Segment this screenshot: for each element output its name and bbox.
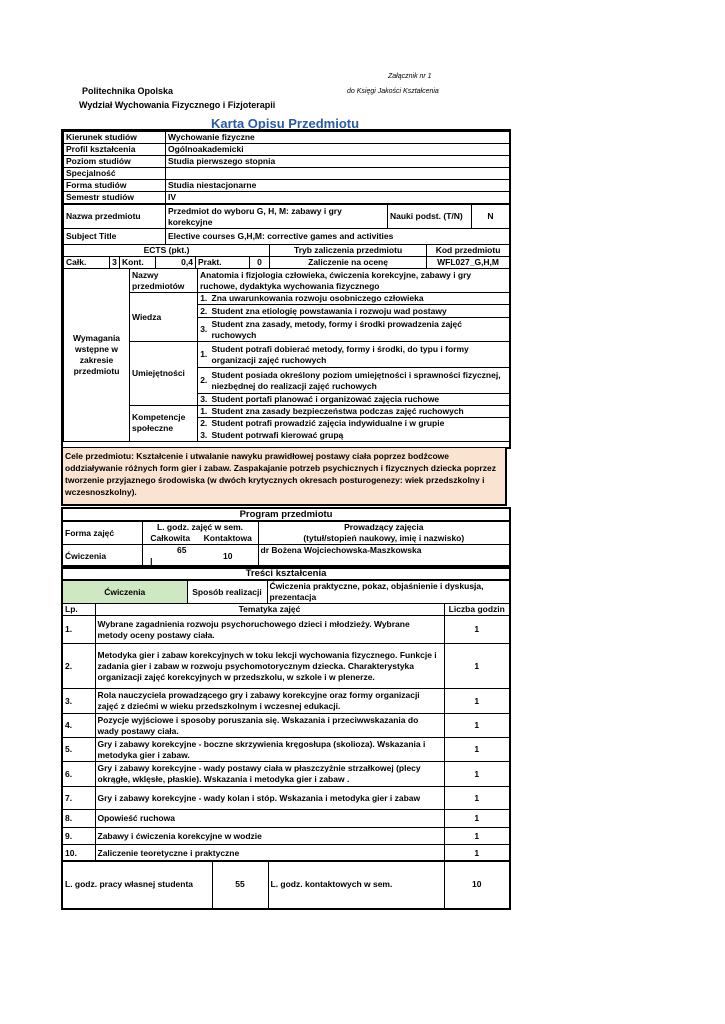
info-row-field: Kierunek studiów Wychowanie fizyczne [64, 132, 510, 144]
table-row: 3. Rola nauczyciela prowadzącego gry i zabawy korekcyjne oraz formy organizacji zajęć z dziećmi w wieku przedszkolnym i wczesnej edukacji. 1 [62, 689, 510, 714]
table-row: 2. Metodyka gier i zabaw korekcyjnych w toku lekcji wychowania fizycznego. Funkcje i zadania gier i zabaw w rozwoju psychomotorycznym dziecka. Charakterystyka organizacji zajęć korekcyjnych w przedszkolu, w szkole i w plenerze. 1 [62, 644, 510, 689]
code-value: WFL027_G,H,M [427, 257, 510, 269]
program-contact: 10 [198, 545, 258, 569]
practical-value: 0 [250, 257, 270, 269]
contact-label: Kont. [120, 257, 156, 269]
social-item: Student potrwafi kierować grupą [210, 430, 510, 442]
info-row-form: Forma studiów Studia niestacjonarne [64, 180, 510, 192]
self-study-value: 55 [212, 861, 268, 909]
total-value: 3 [110, 257, 120, 269]
skills-item: Student potrafi dobierać metody, formy i środki, do typu i formy organizacji zajęć ruchowych [210, 342, 510, 368]
teacher-header: Prowadzący zajęcia [258, 521, 510, 533]
goals-box [61, 447, 507, 506]
lp-header: Lp. [62, 604, 95, 616]
table-row: 1. Wybrane zagadnienia rozwoju psychoruchowego dzieci i młodzieży. Wybrane metody oceny postawy ciała. 1 [62, 616, 510, 644]
contact-hours-value: 10 [444, 861, 510, 909]
info-row-level: Poziom studiów Studia pierwszego stopnia [64, 156, 510, 168]
table-row: 5. Gry i zabawy korekcyjne - boczne skrzywienia kręgosłupa (skolioza). Wskazania i metodyka gier i zabaw. 1 [62, 738, 510, 762]
subject-title-label: Subject Title [64, 229, 166, 245]
info-row-profile: Profil kształcenia Ogólnoakademicki [64, 144, 510, 156]
hours-header: L. godz. zajęć w sem. [142, 521, 258, 533]
faculty-name: Wydział Wychowania Fizycznego i Fizjoterapii [79, 100, 276, 110]
code-header: Kod przedmiotu [427, 245, 510, 257]
social-label: Kompetencje społeczne [130, 406, 198, 442]
skills-item: Student posiada określony poziom umiejętności i sprawności fizycznej, niezbędnej do realizacji zajęć ruchowych [210, 368, 510, 394]
knowledge-item: Zna uwarunkowania rozwoju osobniczego człowieka [210, 293, 510, 305]
table-row: 4. Pozycje wyjściowe i sposoby poruszania się. Wskazania i przeciwwskazania do wady postawy ciała. 1 [62, 714, 510, 738]
table-row: 8. Opowieść ruchowa 1 [62, 810, 510, 828]
info-row-semester: Semestr studiów IV [64, 192, 510, 204]
skills-label: Umiejętności [130, 342, 198, 406]
info-row-specialty: Specjalność [64, 168, 510, 180]
mode-header: Tryb zaliczenia przedmiotu [270, 245, 427, 257]
ects-table [63, 244, 510, 269]
summary-table [61, 860, 511, 910]
content-title: Treści kształcenia [62, 566, 510, 580]
goals-text: Cele przedmiotu: Kształcenie i utwalanie nawyku prawidłowej postawy ciała poprzez bodźcowe oddziaływanie różnych form gier i zabaw. Zaspakajanie potrzeb psychicznych i fizycznych dziecka poprzez tworzenie przyjaznego środowiska (w dwóch krytycznych okresach posturogenezy: wiek przedszkolny i wczesnoszkolny). [65, 451, 496, 497]
content-form: Ćwiczenia [62, 580, 187, 604]
program-table [61, 507, 511, 569]
practical-label: Prakt. [196, 257, 250, 269]
form-header: Forma zajęć [62, 521, 142, 545]
subject-title-table [63, 228, 510, 245]
subject-title-value: Elective courses G,H,M: corrective games and activities [166, 229, 510, 245]
subject-name-label: Nazwa przedmiotu [64, 205, 166, 229]
total-hours-header: Całkowita [142, 533, 198, 545]
program-teacher: dr Bożena Wojciechowska-Maszkowska [258, 545, 510, 569]
prereq-label: Wymagania wstępne w zakresie przedmiotu [64, 269, 130, 442]
self-study-label: L. godz. pracy własnej studenta [62, 861, 212, 909]
hours-count-header: Liczba godzin [444, 604, 510, 616]
method-label: Sposób realizacji [187, 580, 267, 604]
basic-science-value: N [472, 205, 510, 229]
page-title: Karta Opisu Przedmiotu [210, 116, 360, 131]
contact-hours-label: L. godz. kontaktowych w sem. [268, 861, 444, 909]
knowledge-item: Student zna etiologię powstawania i rozwoju wad postawy [210, 305, 510, 318]
knowledge-label: Wiedza [130, 293, 198, 342]
mode-value: Zaliczenie na ocenę [270, 257, 427, 269]
total-label: Całk. [64, 257, 110, 269]
content-table [61, 565, 511, 862]
ects-header: ECTS (pkt.) [64, 245, 270, 257]
program-separator: | [150, 556, 153, 566]
program-form: Ćwiczenia [62, 545, 142, 569]
contact-value: 0,4 [156, 257, 196, 269]
prereq-names-label: Nazwy przedmiotów [130, 269, 198, 293]
table-row: 6. Gry i zabawy korekcyjne - wady postawy ciała w płaszczyźnie strzałkowej (plecy okrągłe, wklęsłe, płaskie). Wskazania i metodyka gier i zabaw . 1 [62, 762, 510, 787]
prereq-names-value: Anatomia i fizjologia człowieka, ćwiczenia korekcyjne, zabawy i gry ruchowe, dydaktyka wychowania fizycznego [198, 269, 510, 293]
prereq-table: Wymagania wstępne w zakresie przedmiotu Nazwy przedmiotów Anatomia i fizjologia człowieka, ćwiczenia korekcyjne, zabawy i gry ruchowe, dydaktyka wychowania fizycznego Wiedza 1. Zna uwarunkowania rozwoju osobniczego człowieka 2. Student zna etiologię powstawania i rozwoju wad postawy 3. Student zna zasady, metody, formy i środki prowadzenia zajęć ruchowych Umiejętności 1. Student potrafi dobierać metody, formy i środki, do typu i formy organizacji zajęć ruchowych 2. Student posiada określony poziom umiejętności i sprawności fizycznej, niezbędnej do realizacji zajęć ruchowych 3. Student portafi planować i organizować zajęcia ruchowe Kompetencje społeczne 1. Student zna zasady bezpieczeństwa podczas zajęć ruchowych 2. Student potrafi prowadzić zajęcia indywidualne i w grupie 3. Student potrwafi kierować grupą [63, 268, 510, 442]
university-name: Politechnika Opolska [82, 86, 174, 96]
basic-science-label: Nauki podst. (T/N) [388, 205, 472, 229]
social-item: Student potrafi prowadzić zajęcia indywidualne i w grupie [210, 418, 510, 430]
knowledge-item: Student zna zasady, metody, formy i środki prowadzenia zajęć ruchowych [210, 318, 510, 342]
program-title: Program przedmiotu [62, 508, 510, 521]
table-row: 10. Zaliczenie teoretyczne i praktyczne 1 [62, 845, 510, 862]
teacher-subheader: (tytuł/stopień naukowy, imię i nazwisko) [258, 533, 510, 545]
annex-label: Załącznik nr 1 [388, 73, 432, 80]
skills-item: Student portafi planować i organizować zajęcia ruchowe [210, 394, 510, 406]
table-row: 9. Zabawy i ćwiczenia korekcyjne w wodzie 1 [62, 828, 510, 845]
subject-name-value: Przedmiot do wyboru G, H, M: zabawy i gry korekcyjne [166, 205, 388, 229]
topic-header: Tematyka zajęć [95, 604, 444, 616]
book-reference: do Księgi Jakości Kształcenia [347, 88, 439, 95]
contact-hours-header: Kontaktowa [198, 533, 258, 545]
subject-table [63, 204, 510, 229]
info-table [63, 131, 510, 204]
table-row: 7. Gry i zabawy korekcyjne - wady kolan i stóp. Wskazania i metodyka gier i zabaw 1 [62, 787, 510, 810]
program-total: 65 [177, 545, 187, 555]
social-item: Student zna zasady bezpieczeństwa podczas zajęć ruchowych [210, 406, 510, 418]
method-value: Ćwiczenia praktyczne, pokaz, objaśnienie i dyskusja, prezentacja [267, 580, 510, 604]
